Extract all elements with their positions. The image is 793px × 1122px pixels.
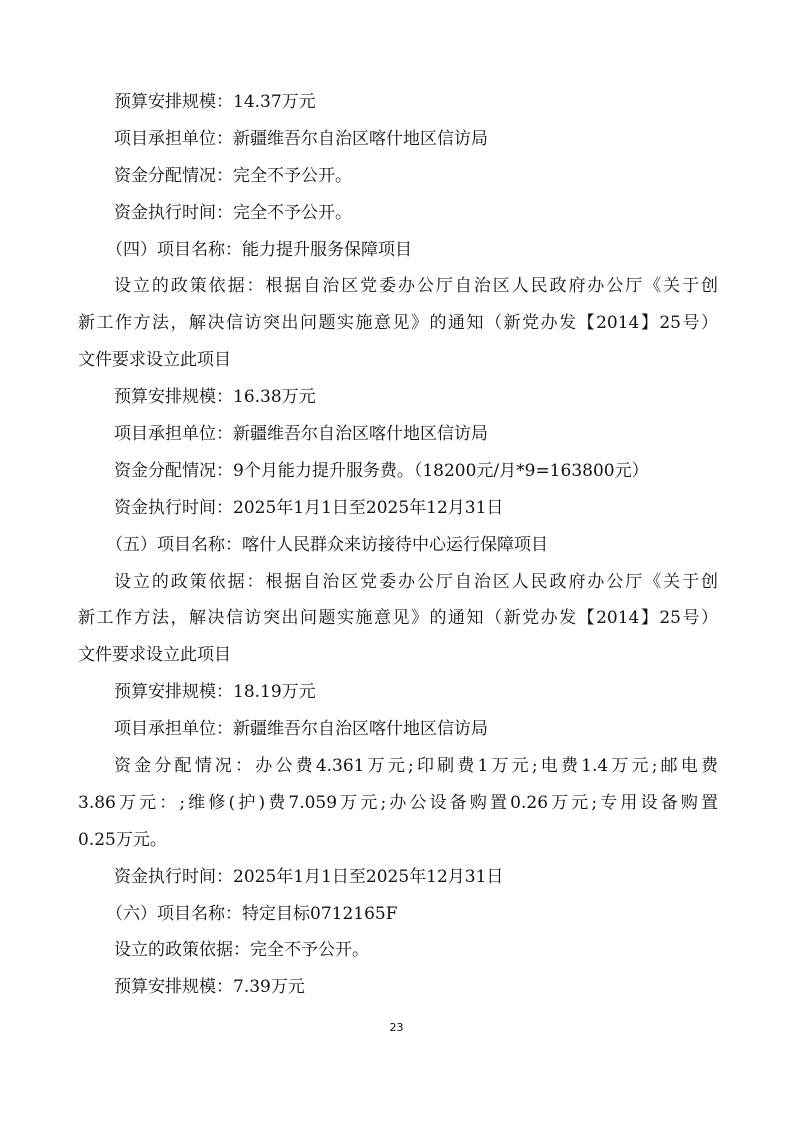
paragraph-line: （四）项目名称：能力提升服务保障项目 — [106, 239, 412, 260]
paragraph-line: 资金分配情况：9个月能力提升服务费。（18200元/月*9=163800元） — [114, 460, 649, 481]
paragraph-line: 资金执行时间：完全不予公开。 — [114, 202, 352, 223]
paragraph-line: 预算安排规模：16.38万元 — [114, 387, 316, 408]
paragraph — [78, 859, 718, 896]
paragraph-line: 文件要求设立此项目 — [78, 350, 231, 371]
paragraph — [78, 158, 718, 195]
paragraph — [78, 527, 718, 564]
paragraph-line: 资金执行时间：2025年1月1日至2025年12月31日 — [114, 497, 504, 518]
paragraph-line: （六）项目名称：特定目标0712165F — [106, 903, 398, 924]
document-body — [78, 84, 718, 1006]
paragraph — [78, 932, 718, 969]
paragraph — [78, 748, 718, 859]
paragraph-line: 项目承担单位：新疆维吾尔自治区喀什地区信访局 — [114, 424, 488, 445]
paragraph-line: 资金分配情况：办公费4.361万元;印刷费1万元;电费1.4万元;邮电费 — [114, 756, 718, 777]
page-number: 23 — [389, 1021, 404, 1034]
paragraph-line: 3.86万元：;维修(护)费7.059万元;办公设备购置0.26万元;专用设备购置 — [78, 792, 718, 813]
paragraph-line: 预算安排规模：14.37万元 — [114, 92, 316, 112]
paragraph — [78, 121, 718, 158]
paragraph-line: 0.25万元。 — [78, 829, 167, 850]
paragraph-line: 预算安排规模：18.19万元 — [114, 682, 316, 703]
paragraph — [78, 232, 718, 269]
paragraph-line: 资金分配情况：完全不予公开。 — [114, 165, 352, 186]
paragraph-line: 项目承担单位：新疆维吾尔自治区喀什地区信访局 — [114, 128, 488, 149]
paragraph — [78, 490, 718, 527]
paragraph — [78, 268, 718, 379]
paragraph-line: 设立的政策依据：根据自治区党委办公厅自治区人民政府办公厅《关于创 — [114, 571, 718, 592]
paragraph-line: 新工作方法，解决信访突出问题实施意见》的通知（新党办发【2014】25号） — [78, 313, 718, 334]
paragraph — [78, 453, 718, 490]
paragraph — [78, 84, 718, 121]
paragraph — [78, 674, 718, 711]
paragraph-line: 预算安排规模：7.39万元 — [114, 977, 305, 998]
paragraph-line: 项目承担单位：新疆维吾尔自治区喀什地区信访局 — [114, 719, 488, 740]
paragraph — [78, 195, 718, 232]
paragraph — [78, 969, 718, 1006]
paragraph-line: 资金执行时间：2025年1月1日至2025年12月31日 — [114, 866, 504, 887]
paragraph — [78, 416, 718, 453]
paragraph-line: 设立的政策依据：根据自治区党委办公厅自治区人民政府办公厅《关于创 — [114, 276, 718, 297]
paragraph-line: （五）项目名称：喀什人民群众来访接待中心运行保障项目 — [106, 534, 548, 555]
paragraph — [78, 896, 718, 933]
paragraph — [78, 711, 718, 748]
paragraph-line: 文件要求设立此项目 — [78, 645, 231, 666]
paragraph — [78, 379, 718, 416]
paragraph-line: 设立的政策依据：完全不予公开。 — [114, 940, 369, 961]
paragraph — [78, 564, 718, 675]
paragraph-line: 新工作方法，解决信访突出问题实施意见》的通知（新党办发【2014】25号） — [78, 608, 718, 629]
